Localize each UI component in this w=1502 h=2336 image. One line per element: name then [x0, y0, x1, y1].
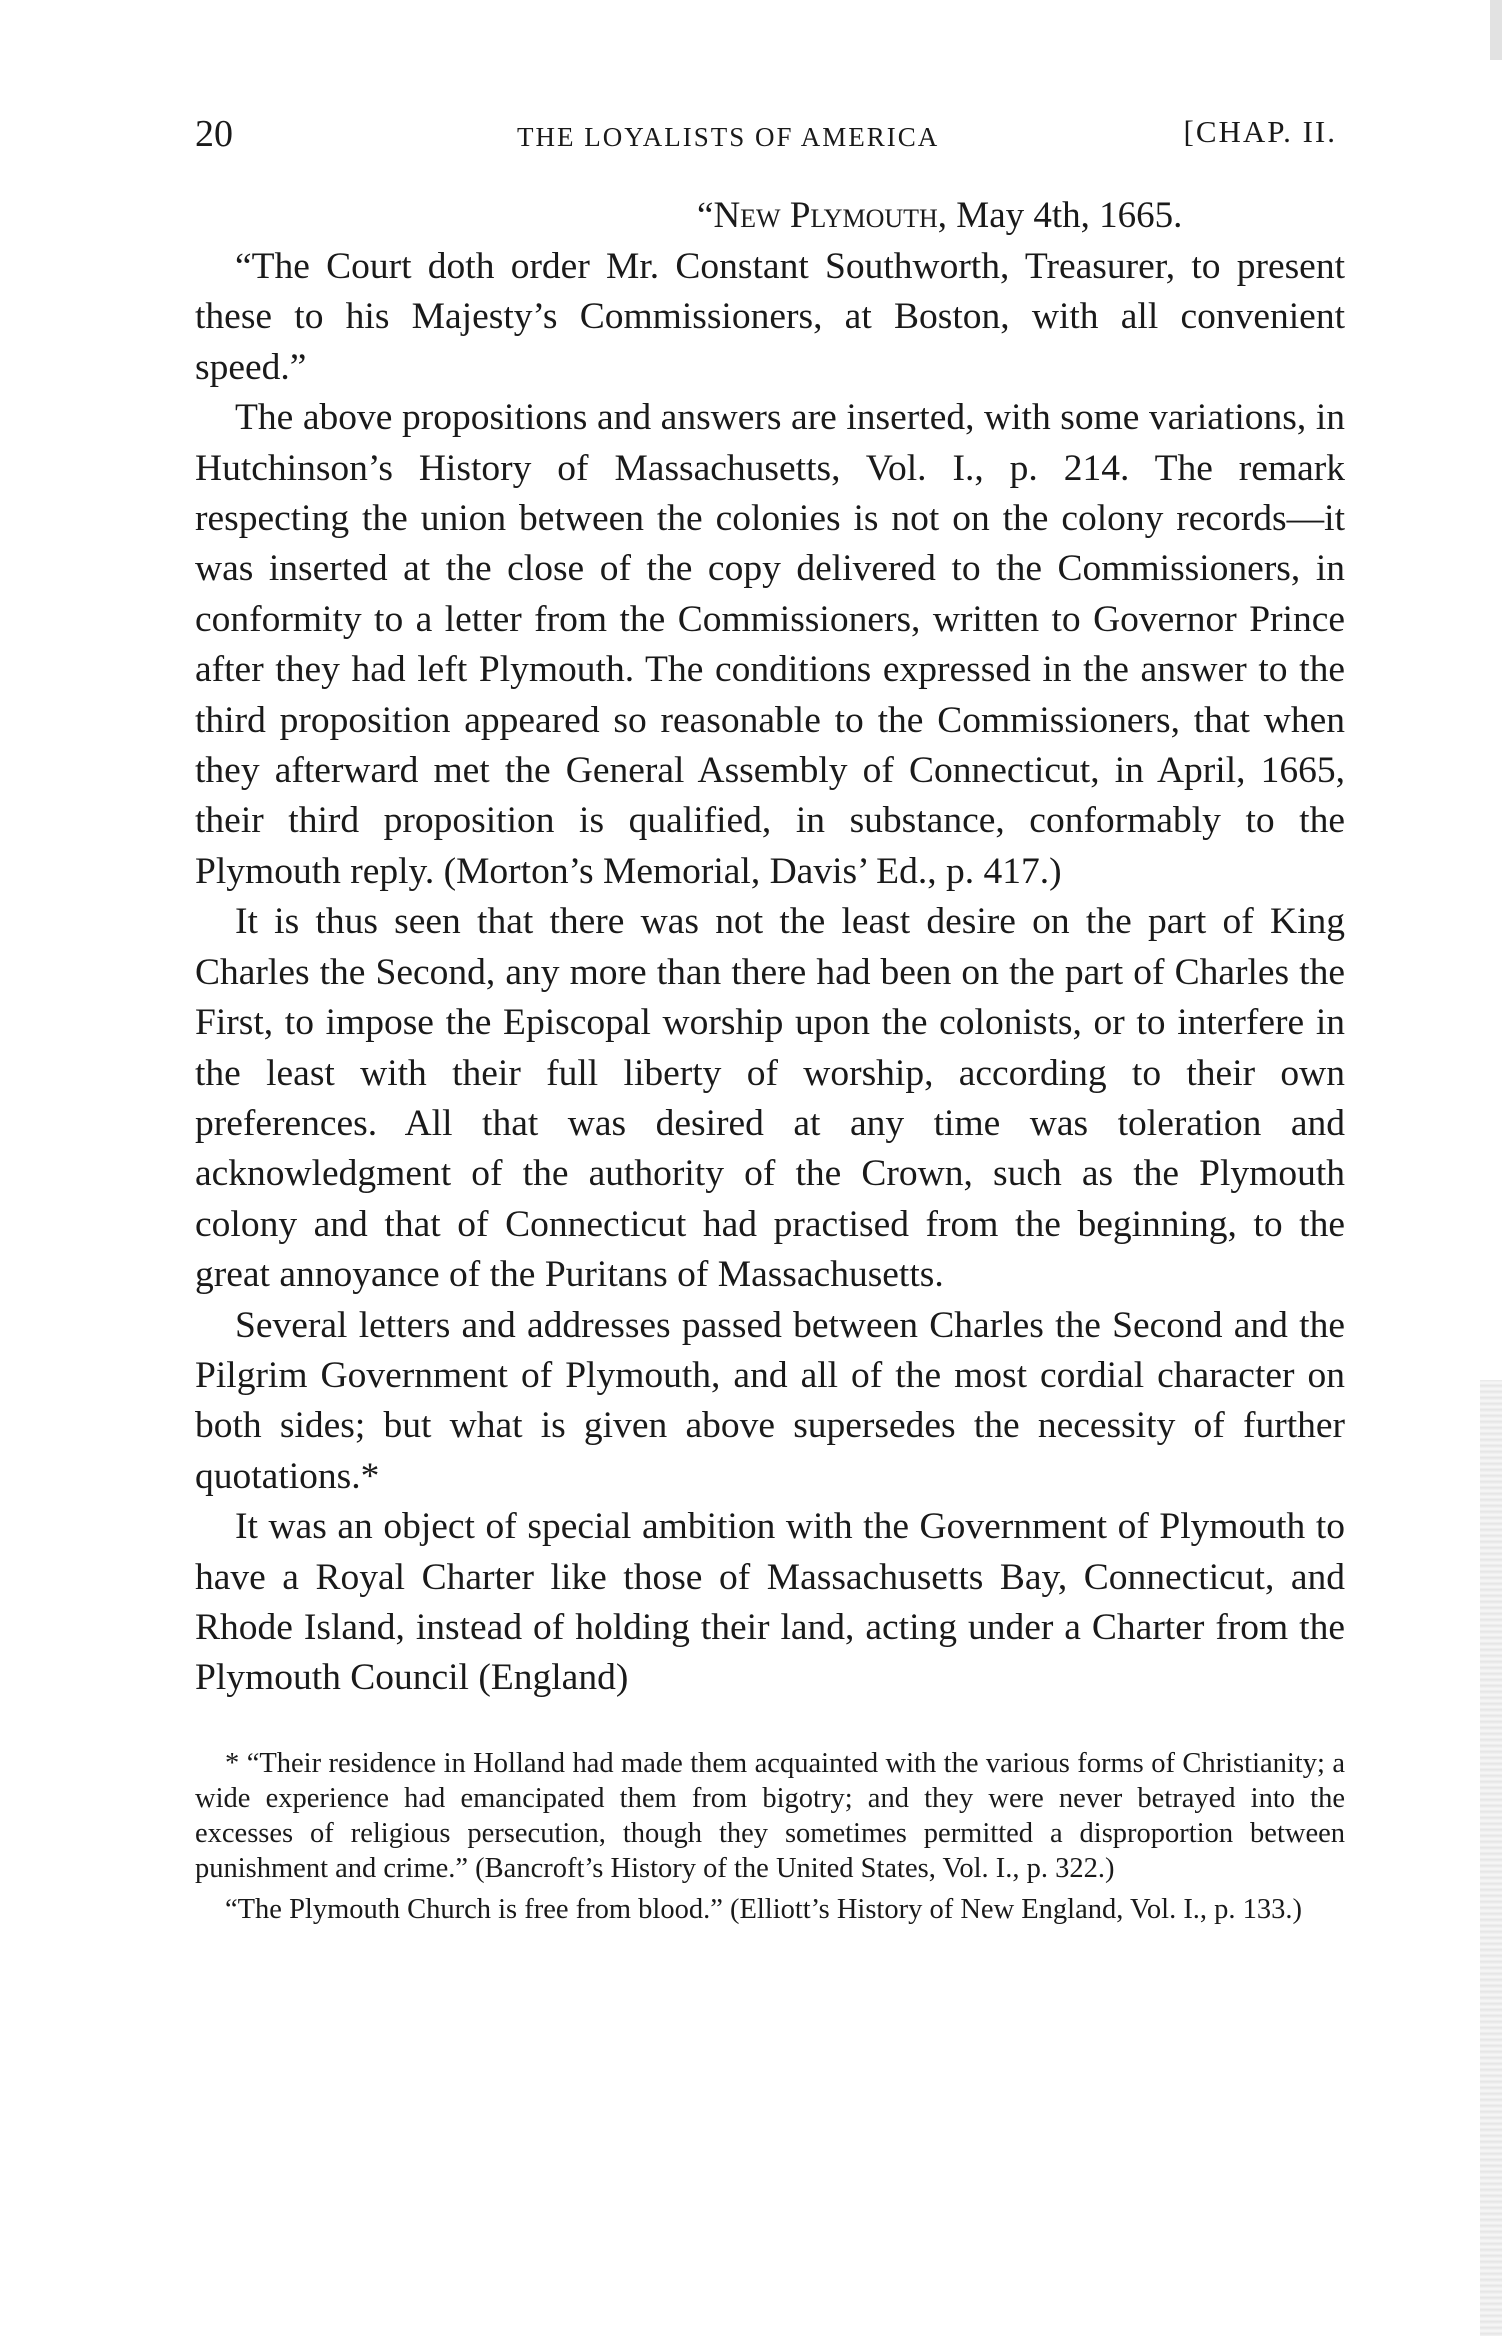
page-edge-shadow — [1480, 1380, 1502, 2336]
paragraph: Several letters and addresses passed between Charles the Second and the Pilgrim Government of Plymouth, and all of the most cordial character on both sides; but what is given above supersedes the necessity of further quotations.* — [195, 1304, 1345, 1497]
dateline-open-quote: “ — [697, 195, 714, 236]
dateline-place: New Plymouth — [713, 195, 938, 236]
paragraph: It is thus seen that there was not the least desire on the part of King Charles the Second, any more than there had been on the part of Charles the First, to impose the Episcopal worship upon the colonists, or to interfere in the least with their full liberty of worship, according to their own preferences. All that was desired at any time was toleration and acknowledgment of the authority of the Crown, such as the Plymouth colony and that of Connecticut had practised from the beginning, to the great annoyance of the Puritans of Massachusetts. — [195, 901, 1345, 1296]
paragraph: It was an object of special ambition with the Government of Plymouth to have a Royal Charter like those of Massachusetts Bay, Connecticut, and Rhode Island, instead of holding their land, acting under a Charter from the Plymouth Council (England) — [195, 1506, 1345, 1699]
running-title: THE LOYALISTS OF AMERICA — [517, 122, 940, 152]
footnote: “The Plymouth Church is free from blood.” (Elliott’s History of New England, Vol. I., p. 133.) — [225, 1893, 1303, 1925]
paragraph: “The Court doth order Mr. Constant Southworth, Treasurer, to present these to his Majesty’s Commissioners, at Boston, with all convenient speed.” — [195, 246, 1345, 388]
paragraph: The above propositions and answers are inserted, with some variations, in Hutchinson’s History of Massachusetts, Vol. I., p. 214. The remark respecting the union between the colonies is not on the colony records—it was inserted at the close of the copy delivered to the Commissioners, in conformity to a letter from the Commissioners, written to Governor Prince after they had left Plymouth. The conditions expressed in the answer to the third proposition appeared so reasonable to the Commissioners, that when they afterward met the General Assembly of Connecticut, in April, 1665, their third proposition is qualified, in substance, conformably to the Plymouth reply. (Morton’s Memorial, Davis’ Ed., p. 417.) — [195, 397, 1345, 892]
footnotes — [195, 1746, 1345, 1927]
page-edge-shadow-top — [1490, 0, 1502, 60]
chapter-label: [CHAP. II. — [1183, 114, 1337, 149]
page-header — [195, 112, 1345, 162]
footnote: * “Their residence in Holland had made them acquainted with the various forms of Christianity; a wide experience had emancipated them from bigotry; and they were never betrayed into the excesses of religious persecution, though they sometimes permitted a disproportion between punishment and crime.” (Bancroft’s History of the United States, Vol. I., p. 322.) — [195, 1747, 1345, 1884]
dateline-date: , May 4th, 1665. — [937, 195, 1183, 236]
dateline — [697, 194, 1345, 238]
page-number: 20 — [195, 113, 233, 155]
body-text — [195, 242, 1345, 1704]
book-page — [195, 112, 1345, 1927]
